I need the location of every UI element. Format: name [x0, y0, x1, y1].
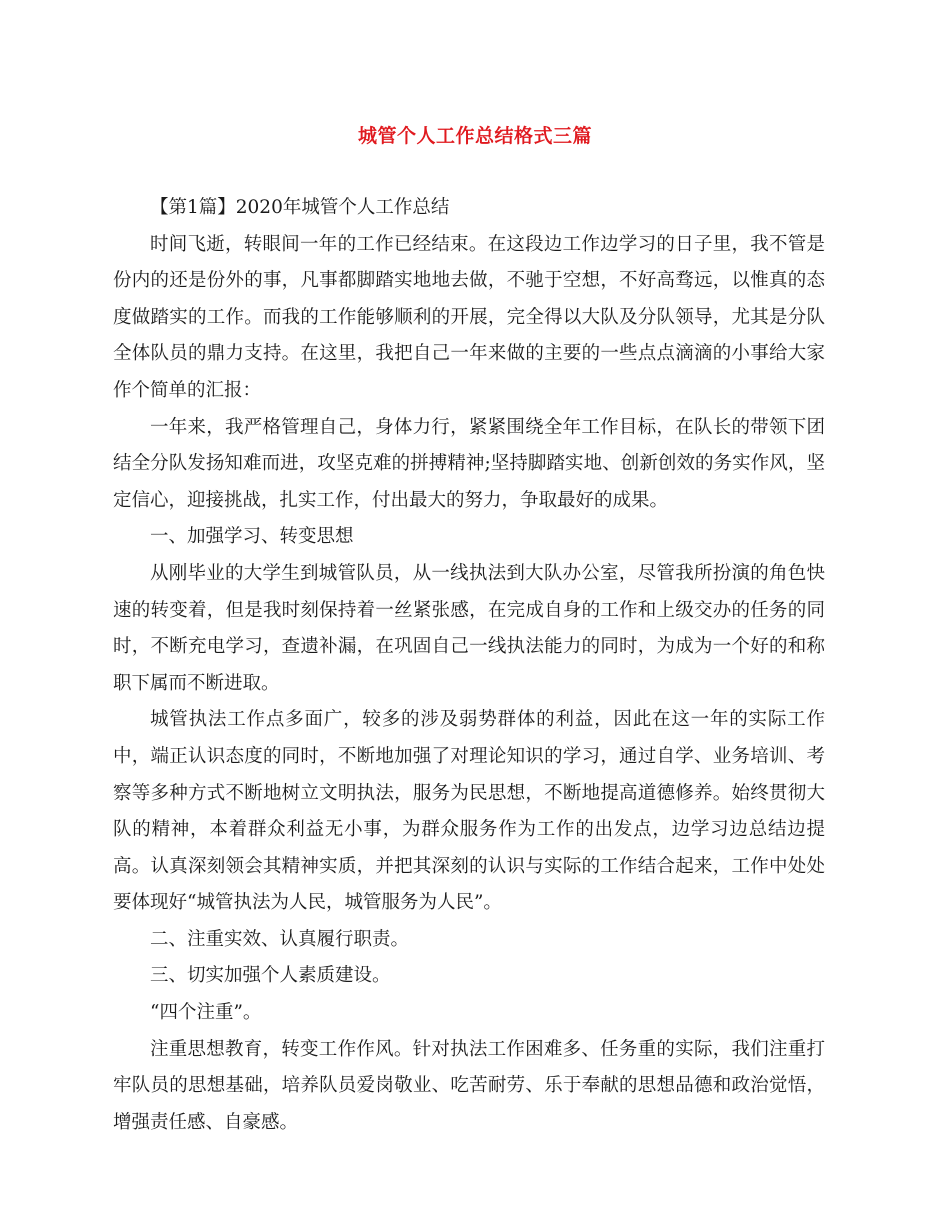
section-heading-duties: 二、注重实效、认真履行职责。 — [150, 928, 410, 950]
paragraph-role-change: 从刚毕业的大学生到城管队员，从一线执法到大队办公室，尽管我所扮演的角色快速的转变着，但是我时刻保持着一丝紧张感，在完成自身的工作和上级交办的任务的同时，不断充电学习，查遗补漏，在巩固自己一线执法能力的同时，为成为一个好的和称职下属而不断进取。 — [113, 562, 825, 694]
paragraph-ideological-education: 注重思想教育，转变工作作风。针对执法工作困难多、任务重的实际，我们注重打牢队员的思想基础，培养队员爱岗敬业、吃苦耐劳、乐于奉献的思想品德和政治觉悟，增强责任感、自豪感。 — [113, 1038, 825, 1133]
section-heading-part-1: 【第1篇】2020年城管个人工作总结 — [150, 197, 450, 218]
paragraph-law-enforcement: 城管执法工作点多面广，较多的涉及弱势群体的利益，因此在这一年的实际工作中，端正认识态度的同时，不断地加强了对理论知识的学习，通过自学、业务培训、考察等多种方式不断地树立文明执法，服务为民思想，不断地提高道德修养。始终贯彻大队的精神，本着群众利益无小事，为群众服务作为工作的出发点，边学习边总结边提高。认真深刻领会其精神实质，并把其深刻的认识与实际的工作结合起来，工作中处处要体现好“城管执法为人民，城管服务为人民”。 — [113, 709, 825, 914]
paragraph-intro: 时间飞逝，转眼间一年的工作已经结束。在这段边工作边学习的日子里，我不管是份内的还是份外的事，凡事都脚踏实地地去做，不驰于空想，不好高骛远，以惟真的态度做踏实的工作。而我的工作能够顺利的开展，完全得以大队及分队领导，尤其是分队全体队员的鼎力支持。在这里，我把自己一年来做的主要的一些点点滴滴的小事给大家作个简单的汇报： — [113, 233, 825, 401]
document-title: 城管个人工作总结格式三篇 — [357, 125, 592, 147]
subheading-four-focuses: “四个注重”。 — [150, 1002, 262, 1024]
document-body — [113, 190, 825, 1141]
paragraph-overview: 一年来，我严格管理自己，身体力行，紧紧围绕全年工作目标，在队长的带领下团结全分队发扬知难而进，攻坚克难的拼搏精神;坚持脚踏实地、创新创效的务实作风，坚定信心，迎接挑战，扎实工作，付出最大的努力，争取最好的成果。 — [113, 416, 825, 511]
section-heading-learning: 一、加强学习、转变思想 — [150, 526, 354, 548]
section-heading-quality: 三、切实加强个人素质建设。 — [150, 965, 391, 987]
